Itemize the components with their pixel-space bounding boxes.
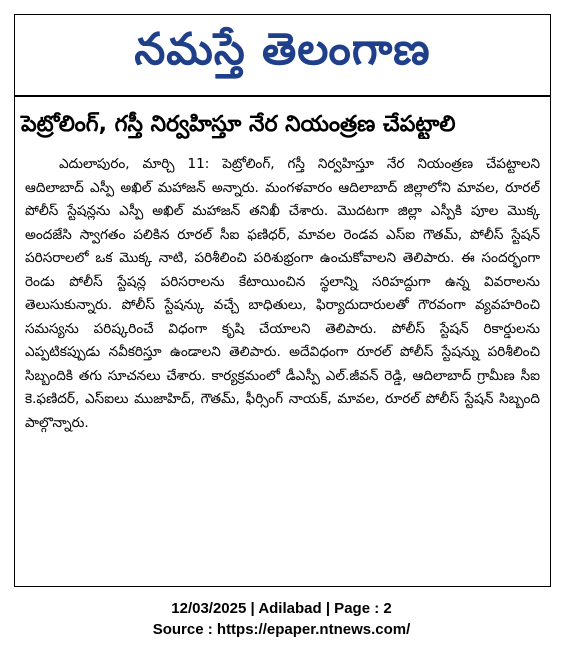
edition-info: 12/03/2025 | Adilabad | Page : 2 [171, 600, 392, 617]
article-body: ఎదులాపురం, మార్చి 11: పెట్రోలింగ్, గస్తీ నిర్వహిస్తూ నేర నియంత్రణ చేపట్టాలని ఆదిలాబాద్ ఎస్పీ అఖిల్ మహాజన్ అన్నారు. మంగళవారం ఆదిలాబాద్ జిల్లాలోని మావల, రూరల్ పోలీస్ స్టేషన్లను ఎస్పీ అఖిల్ మహాజన్ తనిఖీ చేశారు. మొదటగా జిల్లా ఎస్పీకి పూల మొక్క అందజేసి స్వాగతం పలికిన రూరల్ సీఐ ఫణిధర్, మావల రెండవ ఎస్ఐ గౌతమ్, పోలీస్ స్టేషన్ పరిసరాలలో ఒక మొక్క నాటి, పరిశీలించి పరిశుభ్రంగా ఉంచుకోవాలని తెలిపారు. ఈ సందర్భంగా రెండు పోలీస్ స్టేషన్ల పరిసరాలను కేటాయించిన స్థలాన్ని సరిహద్దుగా ఉన్న వివరాలను తెలుసుకున్నారు. పోలీస్ స్టేషన్కు వచ్చే బాధితులు, ఫిర్యాదుదారులతో గౌరవంగా వ్యవహరించి సమస్యను పరిష్కరించే విధంగా కృషి చేయాలని తెలిపారు. పోలీస్ స్టేషన్ రికార్డులను ఎప్పటికప్పుడు నవీకరిస్తూ ఉండాలని తెలిపారు. అదేవిధంగా రూరల్ పోలీస్ స్టేషన్ను పరిశీలించి సిబ్బందికి తగు సూచనలు చేశారు. కార్యక్రమంలో డీఎస్పీ ఎల్.జీవన్ రెడ్డి, ఆదిలాబాద్ గ్రామీణ సీఐ కె.ఫణిదర్, ఎస్ఐలు ముజాహిద్, గౌతమ్, ఫీర్సింగ్ నాయక్, మావల, రూరల్ పోలీస్ స్టేషన్ సిబ్బంది పాల్గొన్నారు. [25, 156, 540, 431]
source-link[interactable]: Source : https://epaper.ntnews.com/ [152, 621, 411, 638]
masthead-divider [15, 95, 550, 97]
newspaper-masthead: నమస్తే తెలంగాణ [134, 24, 431, 75]
article-headline: పెట్రోలింగ్, గస్తీ నిర్వహిస్తూ నేర నియంత్రణ చేపట్టాలి [21, 112, 456, 137]
news-clipping [14, 14, 551, 587]
